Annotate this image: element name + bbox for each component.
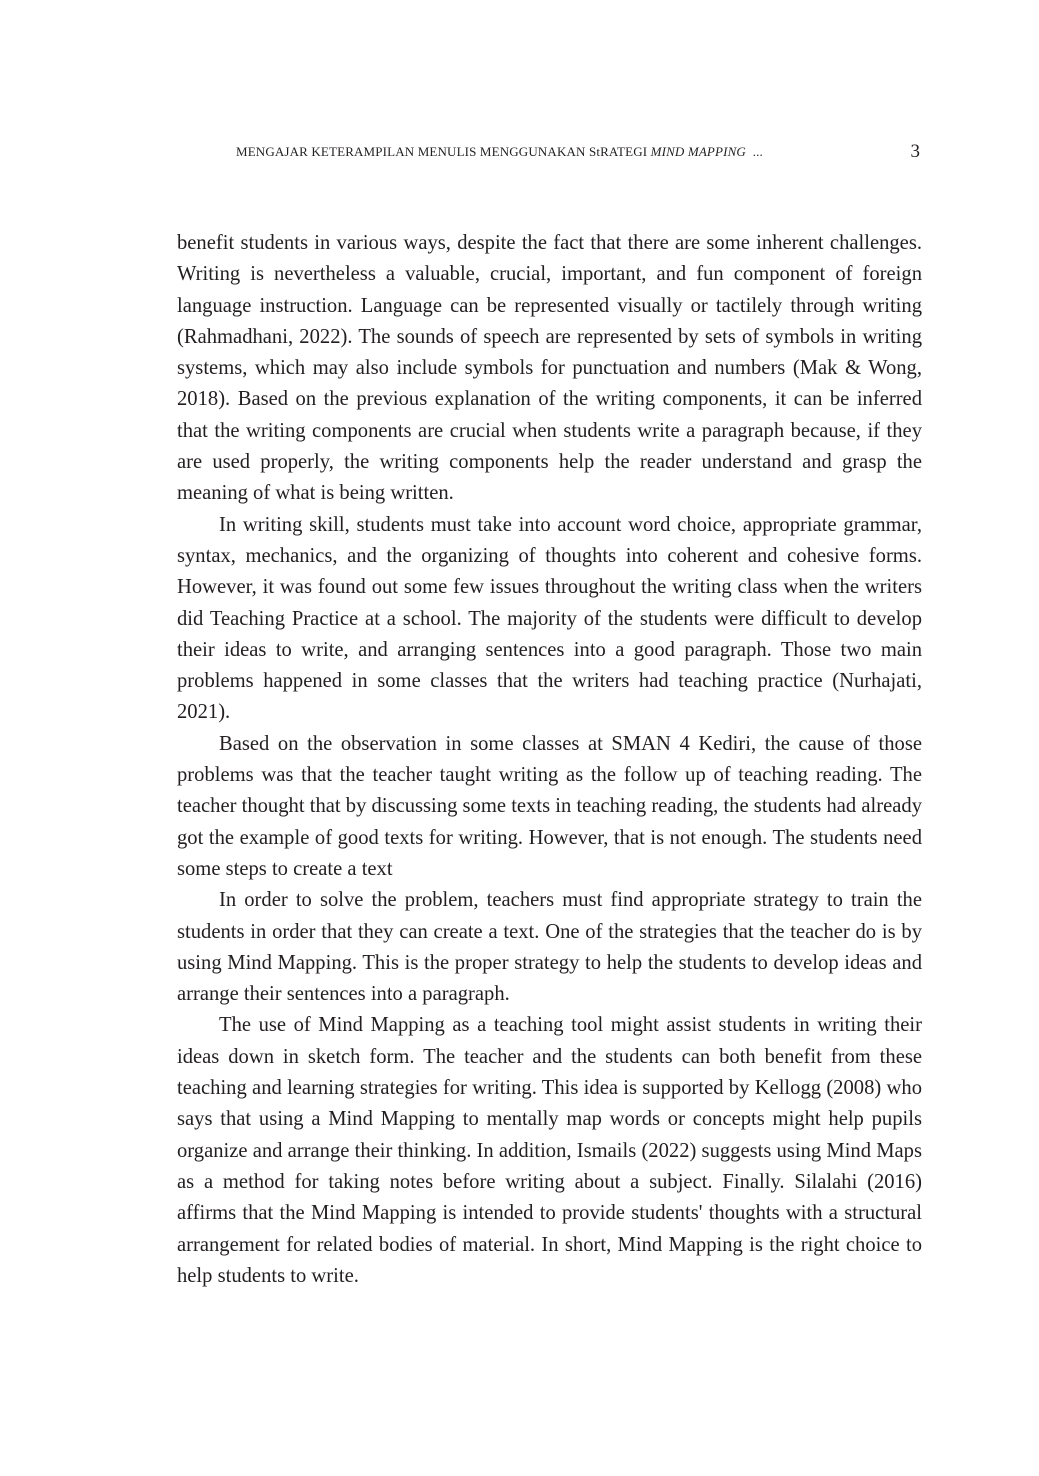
running-title-text: MENGAJAR KETERAMPILAN MENULIS MENGGUNAKAN StRATEGI <box>236 144 651 159</box>
running-title-suffix: ... <box>745 144 763 159</box>
paragraph-5: The use of Mind Mapping as a teaching tool might assist students in writing their ideas down in sketch form. The teacher and the students can both benefit from these teaching and learning strategies for writing. This idea is supported by Kellogg (2008) who says that using a Mind Mapping to mentally map words or concepts might help pupils organize and arrange their thinking. In addition, Ismails (2022) suggests using Mind Maps as a method for taking notes before writing about a subject. Finally. Silalahi (2016) affirms that the Mind Mapping is intended to provide students' thoughts with a structural arrangement for related bodies of material. In short, Mind Mapping is the right choice to help students to write. <box>177 1014 922 1287</box>
page-number: 3 <box>910 141 920 162</box>
running-title-italic: MIND MAPPING <box>650 144 746 159</box>
body-text <box>177 228 922 1292</box>
running-head <box>236 141 920 165</box>
paragraph-4: In order to solve the problem, teachers must find appropriate strategy to train the students in order that they can create a text. One of the strategies that the teacher do is by using Mind Mapping. This is the proper strategy to help the students to develop ideas and arrange their sentences into a paragraph. <box>177 889 922 1006</box>
running-title <box>236 144 763 160</box>
paragraph-2: In writing skill, students must take into account word choice, appropriate grammar, syntax, mechanics, and the organizing of thoughts into coherent and cohesive forms. However, it was found out some few issues throughout the writing class when the writers did Teaching Practice at a school. The majority of the students were difficult to develop their ideas to write, and arranging sentences into a good paragraph. Those two main problems happened in some classes that the writers had teaching practice (Nurhajati, 2021). <box>177 513 922 724</box>
paragraph-1: benefit students in various ways, despite the fact that there are some inherent challenges. Writing is nevertheless a valuable, crucial, important, and fun component of foreign language instruction. Language can be represented visually or tactilely through writing (Rahmadhani, 2022). The sounds of speech are represented by sets of symbols in writing systems, which may also include symbols for punctuation and numbers (Mak & Wong, 2018). Based on the previous explanation of the writing components, it can be inferred that the writing components are crucial when students write a paragraph because, if they are used properly, the writing components help the reader understand and grasp the meaning of what is being written. <box>177 232 922 505</box>
paragraph-3: Based on the observation in some classes at SMAN 4 Kediri, the cause of those problems was that the teacher taught writing as the follow up of teaching reading. The teacher thought that by discussing some texts in teaching reading, the students had already got the example of good texts for writing. However, that is not enough. The students need some steps to create a text <box>177 732 922 880</box>
